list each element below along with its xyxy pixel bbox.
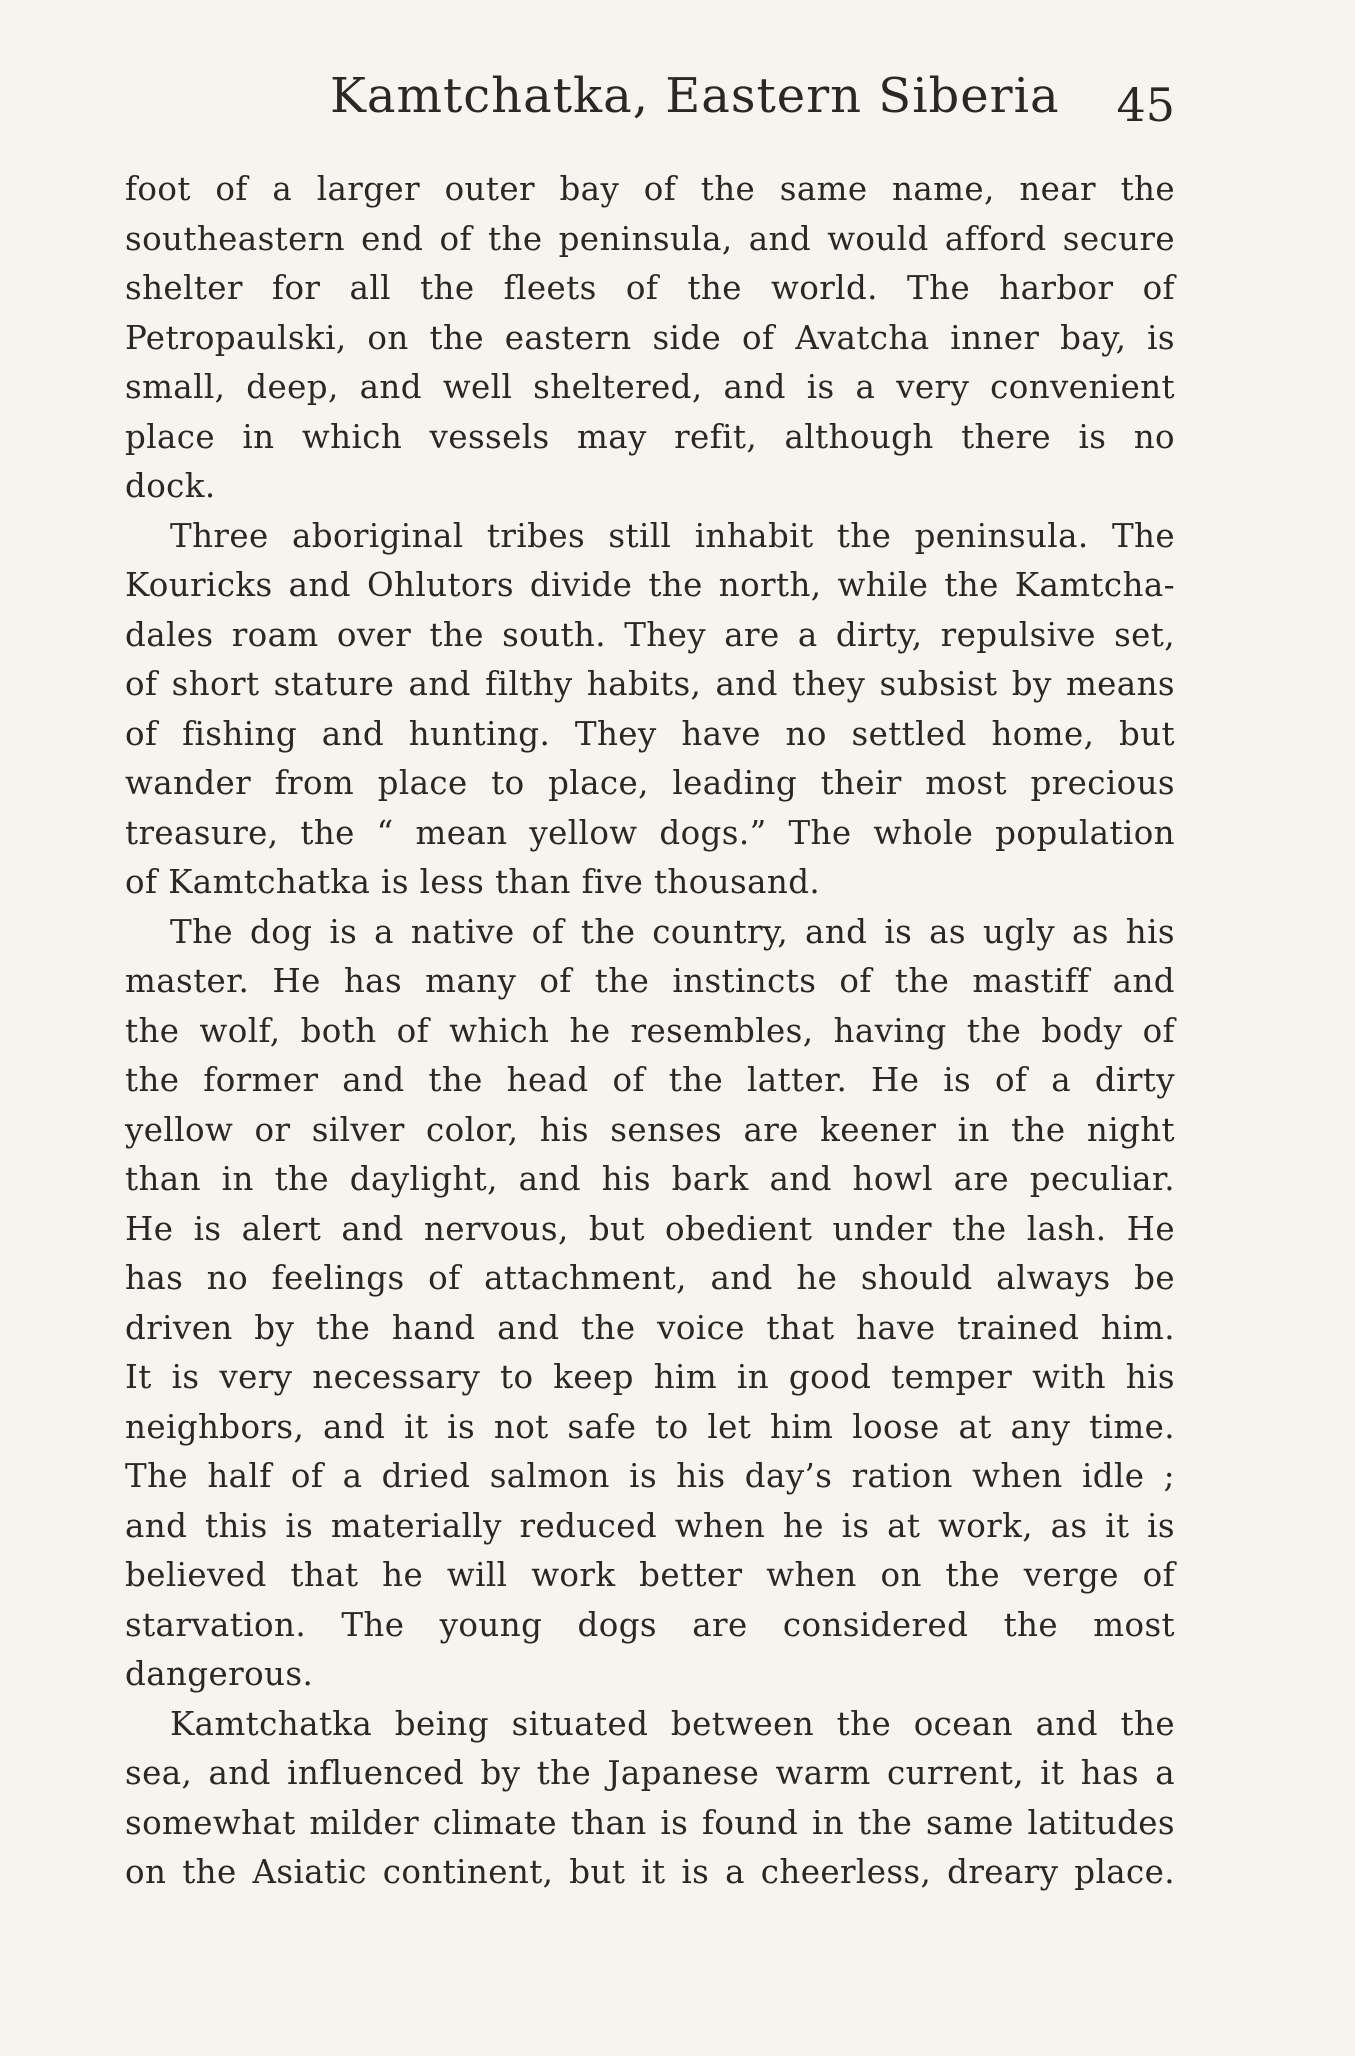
body-text xyxy=(125,165,1175,1898)
text-line: wander from place to place, leading their most precious xyxy=(125,764,1175,802)
text-line: has no feelings of attachment, and he should always be xyxy=(125,1259,1175,1297)
text-line: somewhat milder climate than is found in the same latitudes xyxy=(125,1803,1175,1842)
text-line: dock. xyxy=(125,467,216,505)
text-line: than in the daylight, and his bark and howl are peculiar. xyxy=(125,1160,1175,1198)
text-line: the former and the head of the latter. He is of a dirty xyxy=(125,1061,1175,1099)
text-line: driven by the hand and the voice that have trained him. xyxy=(125,1308,1175,1347)
text-line: foot of a larger outer bay of the same name, near the xyxy=(125,170,1175,208)
text-line: master. He has many of the instincts of the mastiff and xyxy=(125,962,1175,1000)
text-line: believed that he will work better when on the verge of xyxy=(125,1556,1175,1594)
text-line: Petropaulski, on the eastern side of Avatcha inner bay, is xyxy=(125,318,1175,357)
text-line: Three aboriginal tribes still inhabit the peninsula. The xyxy=(170,516,1175,555)
running-head xyxy=(125,60,1175,130)
text-line: Kouricks and Ohlutors divide the north, while the Kamtcha- xyxy=(125,566,1175,604)
text-line: It is very necessary to keep him in good temper with his xyxy=(125,1358,1175,1396)
text-line: dangerous. xyxy=(125,1655,314,1693)
text-line: He is alert and nervous, but obedient under the lash. He xyxy=(125,1209,1175,1248)
text-line: small, deep, and well sheltered, and is a very convenient xyxy=(125,368,1175,406)
text-line: of short stature and filthy habits, and they subsist by means xyxy=(125,665,1175,703)
text-line: treasure, the “ mean yellow dogs.” The whole population xyxy=(125,813,1175,852)
text-line: southeastern end of the peninsula, and would afford secure xyxy=(125,219,1175,258)
text-line: and this is materially reduced when he is at work, as it is xyxy=(125,1506,1175,1545)
text-line: The dog is a native of the country, and is as ugly as his xyxy=(170,912,1175,951)
text-line: neighbors, and it is not safe to let him loose at any time. xyxy=(125,1407,1175,1446)
text-line: on the Asiatic continent, but it is a cheerless, dreary place. xyxy=(125,1853,1175,1891)
text-line: yellow or silver color, his senses are keener in the night xyxy=(125,1110,1175,1149)
text-line: starvation. The young dogs are considered the most xyxy=(125,1605,1175,1644)
text-line: The half of a dried salmon is his day’s ration when idle ; xyxy=(125,1457,1175,1495)
running-title: Kamtchatka, Eastern Siberia xyxy=(330,68,1060,124)
text-line: Kamtchatka being situated between the ocean and the xyxy=(170,1704,1175,1743)
text-line: of fishing and hunting. They have no settled home, but xyxy=(125,714,1175,753)
text-line: shelter for all the fleets of the world. The harbor of xyxy=(125,269,1175,307)
page-number: 45 xyxy=(1116,78,1175,132)
text-line: the wolf, both of which he resembles, having the body of xyxy=(125,1011,1175,1050)
text-line: place in which vessels may refit, although there is no xyxy=(125,417,1175,456)
text-line: sea, and influenced by the Japanese warm current, it has a xyxy=(125,1754,1175,1792)
text-line: dales roam over the south. They are a dirty, repulsive set, xyxy=(125,615,1175,654)
text-line: of Kamtchatka is less than five thousand. xyxy=(125,863,821,901)
